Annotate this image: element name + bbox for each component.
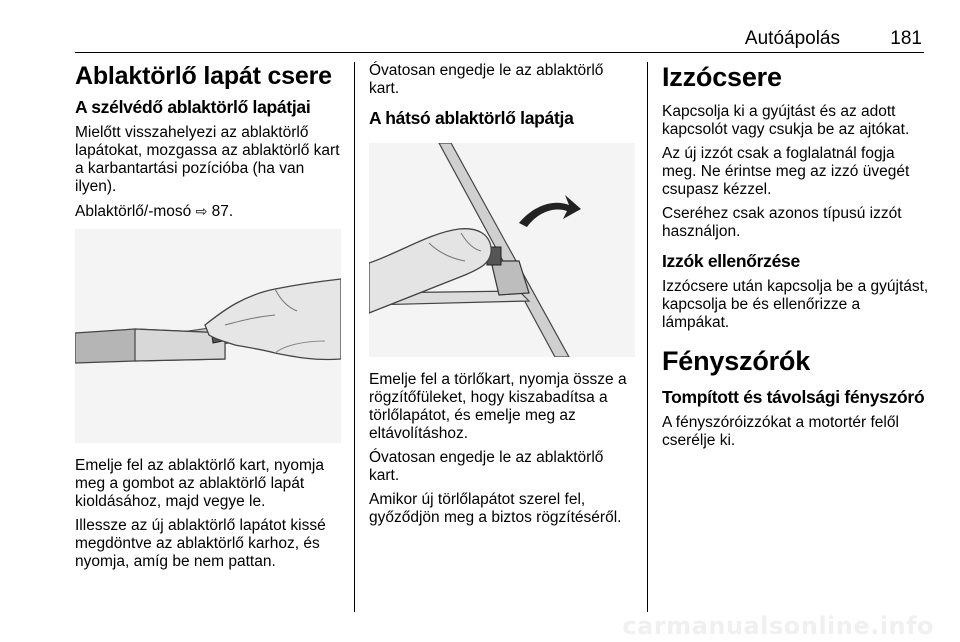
paragraph: Óvatosan engedje le az ablaktörlő kart. <box>369 62 604 97</box>
column-divider <box>354 62 355 612</box>
paragraph: Izzócsere után kapcsolja be a gyújtást, kapcsolja be és ellenőrizze a lámpákat. <box>662 278 929 332</box>
page-number: 181 <box>890 28 922 49</box>
paragraph: Az új izzót csak a foglalatnál fogja meg. Ne érintse meg az izzó üvegét csupasz kézzel. <box>662 145 910 199</box>
section-heading: Fényszórók <box>662 346 811 377</box>
subsection-heading: A hátsó ablaktörlő lapátja <box>369 108 574 128</box>
paragraph: A fényszóróizzókat a motortér felől cserélje ki. <box>662 414 899 450</box>
reference-text: Ablaktörlő/-mosó <box>75 202 192 220</box>
subsection-heading: A szélvédő ablaktörlő lapátjai <box>75 96 311 117</box>
reference-page: 87. <box>211 202 234 220</box>
paragraph: Illessze az új ablaktörlő lapátot kissé megdöntve az ablaktörlő karhoz, és nyomja, amíg be nem pattan. <box>75 516 326 570</box>
cross-reference[interactable] <box>75 202 343 221</box>
paragraph: Amikor új törlőlapátot szerel fel, győződjön meg a biztos rögzítéséről. <box>369 491 622 526</box>
paragraph: Cseréhez csak azonos típusú izzót használjon. <box>662 205 902 241</box>
paragraph: Mielőtt visszahelyezi az ablaktörlő lapátokat, mozgassa az ablaktörlő kart a karbantartási pozícióba (ha van ilyen). <box>75 123 340 195</box>
paragraph: Óvatosan engedje le az ablaktörlő kart. <box>369 449 604 484</box>
paragraph: Emelje fel az ablaktörlő kart, nyomja meg a gombot az ablaktörlő lapát kioldásához, majd vegye le. <box>75 456 324 510</box>
subsection-heading: Izzók ellenőrzése <box>662 251 800 272</box>
column-3 <box>662 62 930 456</box>
watermark: carmanualsonline.info <box>622 612 934 640</box>
section-title: Autóápolás <box>744 28 840 49</box>
rear-wiper-illustration <box>369 143 635 357</box>
column-2 <box>369 62 637 533</box>
paragraph: Emelje fel a törlőkart, nyomja össze a rögzítőfüleket, hogy kiszabadítsa a törlőlapátot, és emelje meg az eltávolításhoz. <box>369 371 627 442</box>
section-heading: Izzócsere <box>662 62 782 92</box>
wiper-blade-illustration <box>75 229 341 443</box>
section-heading: Ablaktörlő lapát csere <box>75 62 332 90</box>
subsection-heading: Tompított és távolsági fényszóró <box>662 387 925 408</box>
page-header <box>75 26 924 53</box>
paragraph: Kapcsolja ki a gyújtást és az adott kapcsolót vagy csukja be az ajtókat. <box>662 103 910 139</box>
column-1 <box>75 62 343 577</box>
column-divider <box>647 62 648 612</box>
arrow-icon: ⇨ <box>195 202 208 219</box>
